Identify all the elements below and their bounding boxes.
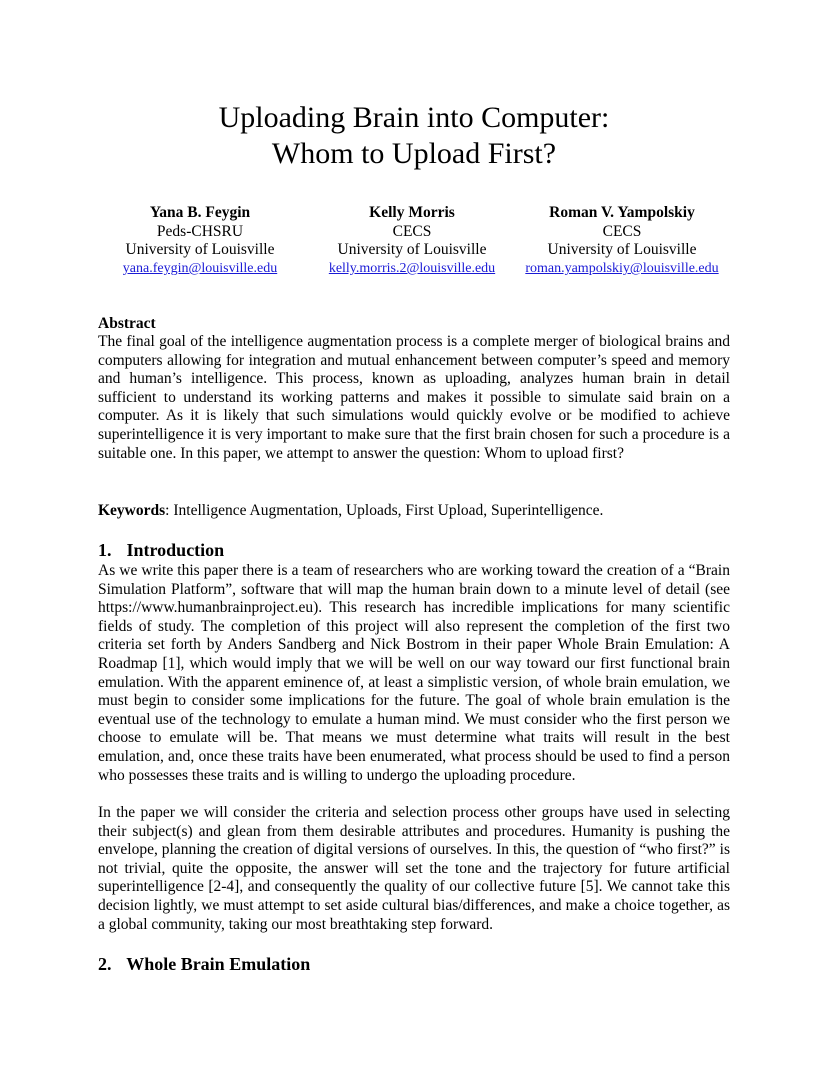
paper-title bbox=[98, 100, 730, 172]
author-block bbox=[98, 204, 730, 284]
title-line-1: Uploading Brain into Computer: bbox=[218, 101, 610, 134]
title-line-2: Whom to Upload First? bbox=[271, 137, 557, 170]
author-email-link[interactable]: yana.feygin@louisville.edu bbox=[122, 261, 278, 277]
paragraph: In the paper we will consider the criteria and selection process other groups have used in selecting their subject(s) and glean from them desirable attributes and procedures. Humanity is pushing the envelope, planning the creation of digital versions of ourselves. In this, the question of “who first?” is not trivial, quite the opposite, the answer will set the tone and the trajectory for future artificial superintelligence [2-4], and consequently the quality of our collective future [5]. We cannot take this decision lightly, we must attempt to set aside cultural bias/differences, and make a choice together, as a global community, taking our most breathtaking step forward. bbox=[98, 804, 730, 933]
author-university: University of Louisville bbox=[125, 241, 275, 259]
section-number: 1. bbox=[98, 540, 112, 560]
author-1 bbox=[98, 204, 302, 279]
author-name: Kelly Morris bbox=[369, 204, 455, 221]
section-heading-whole-brain-emulation bbox=[98, 953, 310, 975]
section-number: 2. bbox=[98, 954, 112, 974]
section-title: Introduction bbox=[126, 540, 225, 560]
author-department: CECS bbox=[392, 222, 432, 240]
author-department: Peds-CHSRU bbox=[156, 222, 244, 240]
keywords-text: : Intelligence Augmentation, Uploads, First Upload, Superintelligence. bbox=[165, 502, 604, 519]
abstract-heading: Abstract bbox=[98, 315, 156, 332]
author-name: Yana B. Feygin bbox=[149, 204, 251, 221]
author-email-link[interactable]: roman.yampolskiy@louisville.edu bbox=[525, 261, 719, 277]
paragraph: As we write this paper there is a team of researchers who are working toward the creation of a “Brain Simulation Platform”, software that will map the human brain down to a minute level of detail (see https://www.humanbrainproject.eu). This research has incredible implications for many scientific fields of study. The completion of this project will also represent the completion of the first two criteria set forth by Anders Sandberg and Nick Bostrom in their paper Whole Brain Emulation: A Roadmap [1], which would imply that we will be well on our way toward our first functional brain emulation. With the apparent eminence of, at least a simplistic version, of whole brain emulation, we must begin to consider some implications for the future. The goal of whole brain emulation is the eventual use of the technology to emulate a human mind. We must consider who the first person we choose to emulate will be. That means we must determine what traits will result in the best emulation, and, once these traits have been enumerated, what process should be used to find a person who possesses these traits and is willing to undergo the uploading procedure. bbox=[98, 562, 730, 784]
author-2 bbox=[310, 204, 514, 279]
author-name: Roman V. Yampolskiy bbox=[549, 204, 695, 221]
section-title: Whole Brain Emulation bbox=[126, 954, 311, 974]
keywords-label: Keywords bbox=[98, 502, 166, 519]
section-heading-introduction bbox=[98, 539, 224, 561]
author-email-link[interactable]: kelly.morris.2@louisville.edu bbox=[328, 261, 496, 277]
abstract-body: The final goal of the intelligence augmentation process is a complete merger of biological brains and computers allowing for integration and mutual enhancement between computer’s speed and memory and human’s intelligence. This process, known as uploading, analyzes human brain in detail sufficient to understand its working patterns and makes it possible to simulate said brain on a computer. As it is likely that such simulations would quickly evolve or be modified to achieve superintelligence it is very important to make sure that the first brain chosen for such a procedure is a suitable one. In this paper, we attempt to answer the question: Whom to upload first? bbox=[98, 333, 730, 462]
author-university: University of Louisville bbox=[547, 241, 697, 259]
author-department: CECS bbox=[602, 222, 642, 240]
author-university: University of Louisville bbox=[337, 241, 487, 259]
author-3 bbox=[514, 204, 730, 279]
keywords-line bbox=[98, 501, 730, 520]
